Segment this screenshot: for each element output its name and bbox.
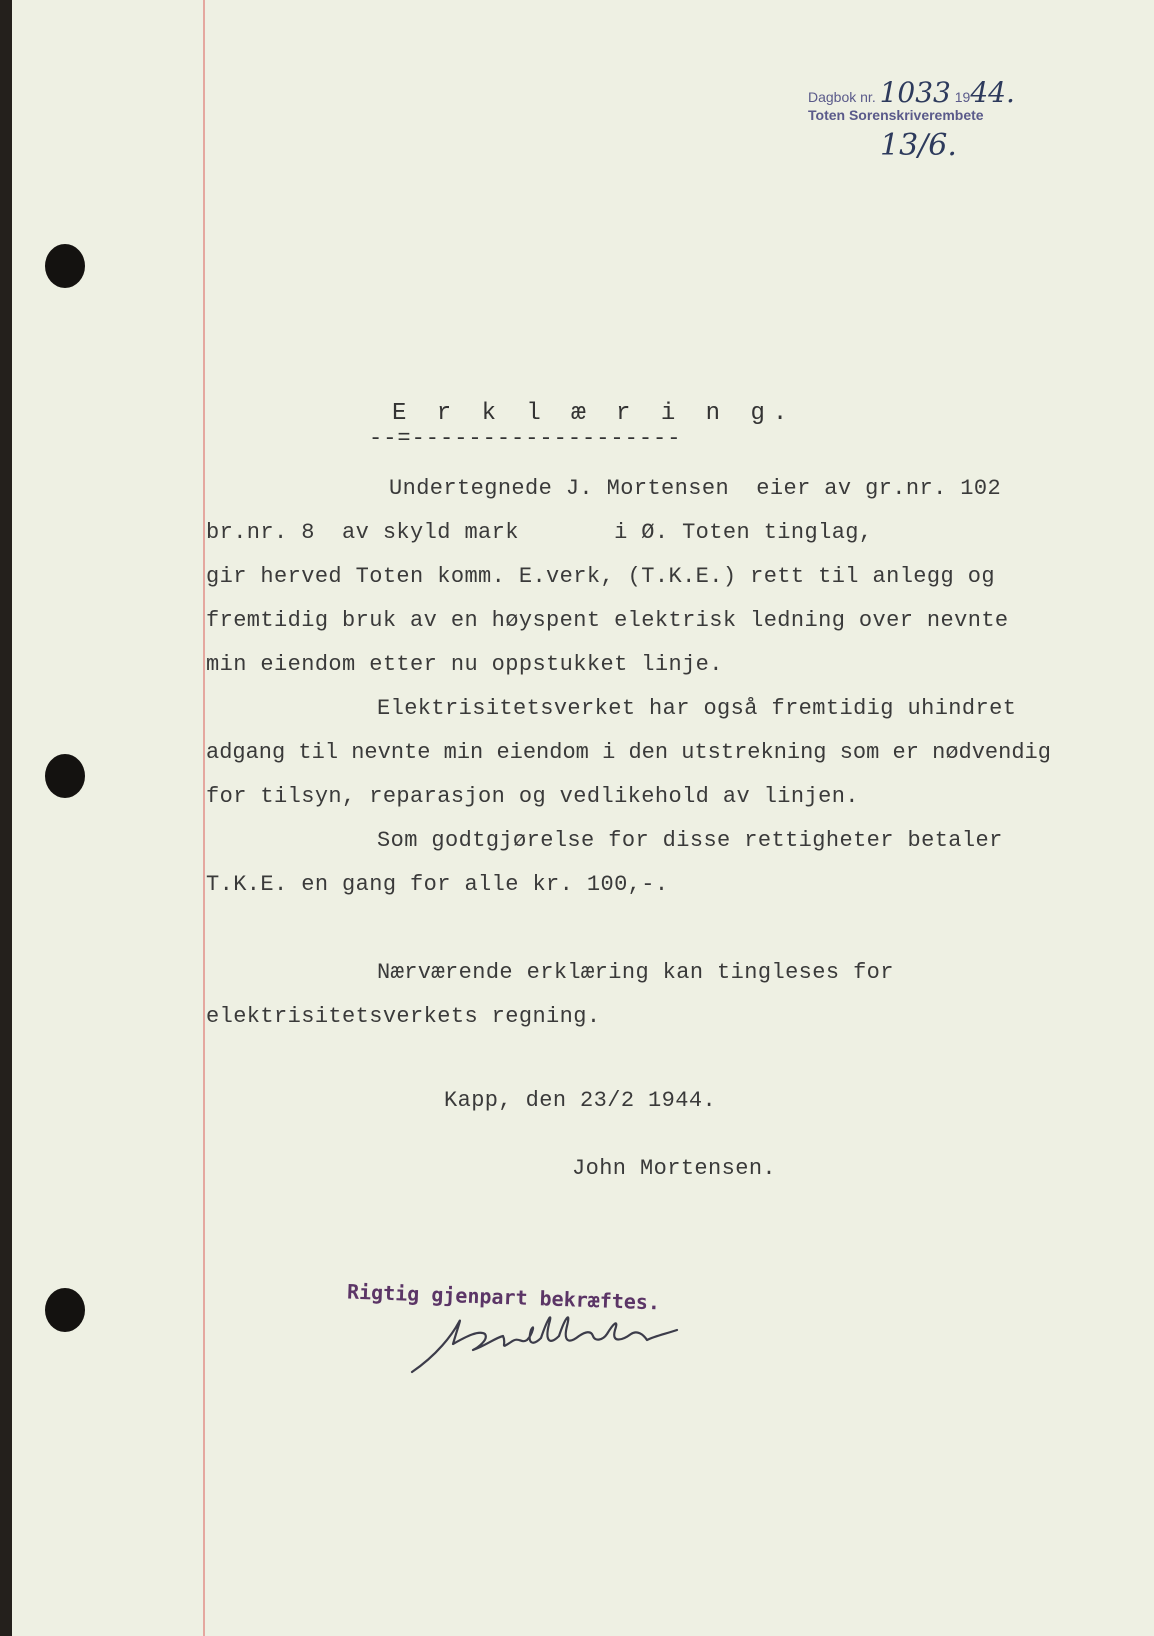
text-line: Nærværende erklæring kan tingleses for xyxy=(377,960,894,985)
dagbok-label: Dagbok nr. xyxy=(808,89,876,105)
handwritten-signature xyxy=(407,1300,697,1380)
document-title: E r k l æ r i n g. xyxy=(392,400,796,427)
text-line: adgang til nevnte min eiendom i den utstrekning som er nødvendig xyxy=(206,740,1051,765)
text-line: T.K.E. en gang for alle kr. 100,-. xyxy=(206,872,669,897)
punch-hole xyxy=(45,1288,85,1332)
text-line: Elektrisitetsverket har også fremtidig uhindret xyxy=(377,696,1017,721)
year-prefix: 19 xyxy=(954,89,971,105)
dagbok-stamp xyxy=(808,76,1015,124)
title-underline: --=------------------- xyxy=(369,426,682,451)
text-line: Undertegnede J. Mortensen eier av gr.nr. 102 xyxy=(389,476,1002,501)
text-line: fremtidig bruk av en høyspent elektrisk ledning over nevnte xyxy=(206,608,1009,633)
confirmation-stamp: Rigtig gjenpart bekræftes. xyxy=(346,1279,661,1315)
text-line: gir herved Toten komm. E.verk, (T.K.E.) rett til anlegg og xyxy=(206,564,995,589)
text-line: min eiendom etter nu oppstukket linje. xyxy=(206,652,723,677)
margin-line xyxy=(203,0,205,1636)
text-line: for tilsyn, reparasjon og vedlikehold av linjen. xyxy=(206,784,859,809)
place-date-line: Kapp, den 23/2 1944. xyxy=(444,1088,717,1113)
text-line: br.nr. 8 av skyld mark i Ø. Toten tinglag, xyxy=(206,520,873,545)
year-suffix: 44. xyxy=(970,76,1015,109)
punch-hole xyxy=(45,244,85,288)
text-line: Som godtgjørelse for disse rettigheter betaler xyxy=(377,828,1003,853)
punch-hole xyxy=(45,754,85,798)
dagbok-number: 1033 xyxy=(879,76,951,109)
document-page xyxy=(12,0,1154,1636)
text-line: elektrisitetsverkets regning. xyxy=(206,1004,601,1029)
date-note: 13/6. xyxy=(880,128,957,163)
typed-signature: John Mortensen. xyxy=(572,1156,777,1181)
office-name: Toten Sorenskriverembete xyxy=(808,107,984,123)
